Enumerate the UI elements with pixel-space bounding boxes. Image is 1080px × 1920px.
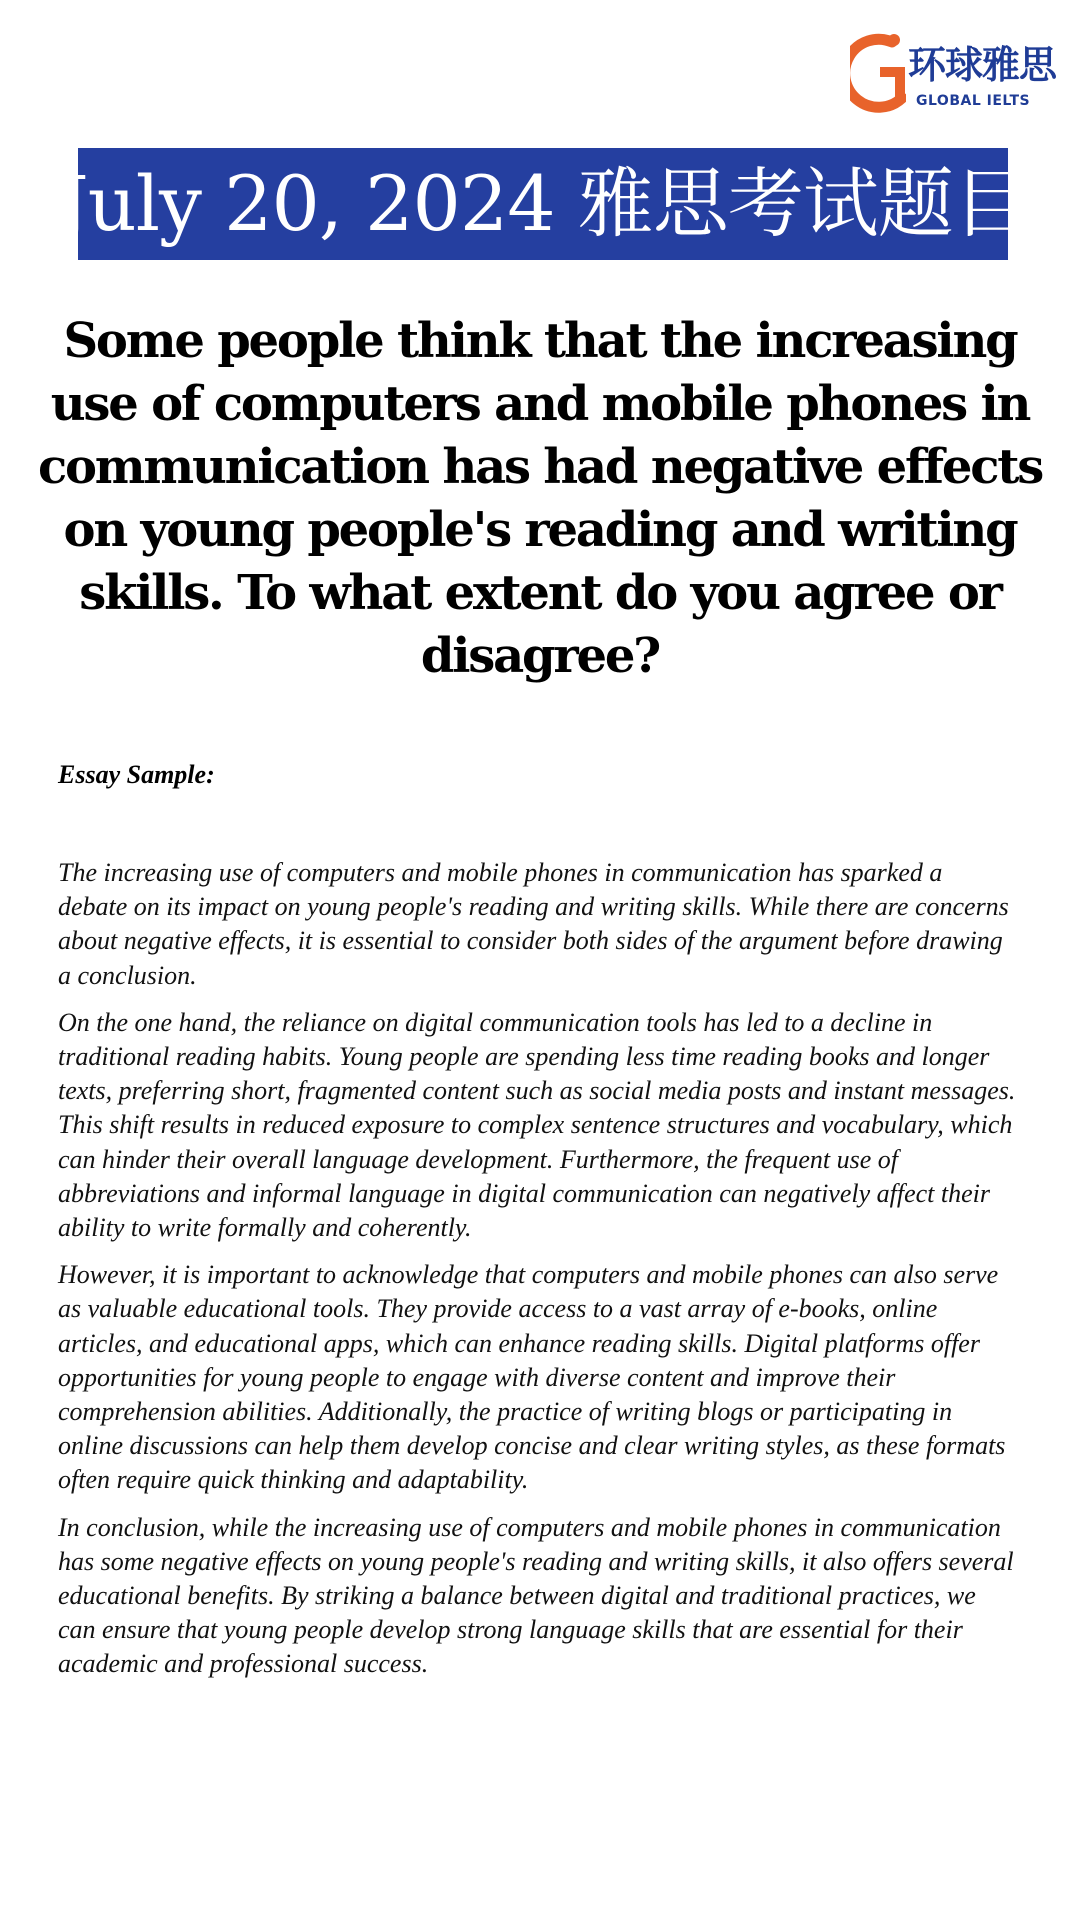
essay-label: Essay Sample: — [58, 760, 215, 789]
logo-brand-cn: 环球雅思 — [908, 43, 1057, 87]
essay-paragraph: The increasing use of computers and mobile phones in communication has sparked a debate on its impact on young people's reading and writing skills. While there are concerns about negative effects, it is essential to consider both sides of the argument before drawing a conclusion. — [58, 858, 1009, 990]
essay-paragraph: However, it is important to acknowledge that computers and mobile phones can also serve as valuable educational tools. They provide access to a vast array of e-books, online articles, and educational apps, which can enhance reading skills. Digital platforms offer opportunities for young people to engage with diverse content and improve their comprehension abilities. Additionally, the practice of writing blogs or participating in online discussions can help them develop concise and clear writing styles, as these formats often require quick thinking and adaptability. — [58, 1260, 1006, 1495]
global-ielts-logo — [850, 28, 1060, 118]
essay-paragraph: On the one hand, the reliance on digital communication tools has led to a decline in traditional reading habits. Young people are spending less time reading books and longer texts, preferring short, fragmented content such as social media posts and instant messages. This shift results in reduced exposure to complex sentence structures and vocabulary, which can hinder their overall language development. Furthermore, the frequent use of abbreviations and informal language in digital communication can negatively affect their ability to write formally and coherently. — [58, 1007, 1016, 1243]
essay-body — [58, 856, 1018, 1695]
essay-paragraph: In conclusion, while the increasing use of computers and mobile phones in communication has some negative effects on young people's reading and writing skills, it also offers several educational benefits. By striking a balance between digital and traditional practices, we can ensure that young people develop strong language skills that are essential for their academic and professional success. — [58, 1512, 1014, 1679]
date-banner — [58, 148, 1028, 260]
logo-brand-en: GLOBAL IELTS — [916, 93, 1031, 109]
essay-question: Some people think that the increasing use of computers and mobile phones in communication has had negative effects on young people's reading and writing skills. To what extent do you agree or disagree? — [37, 313, 1043, 684]
banner-title: July 20, 2024 雅思考试题目 — [58, 159, 1028, 248]
logo-mark-icon — [850, 32, 906, 114]
